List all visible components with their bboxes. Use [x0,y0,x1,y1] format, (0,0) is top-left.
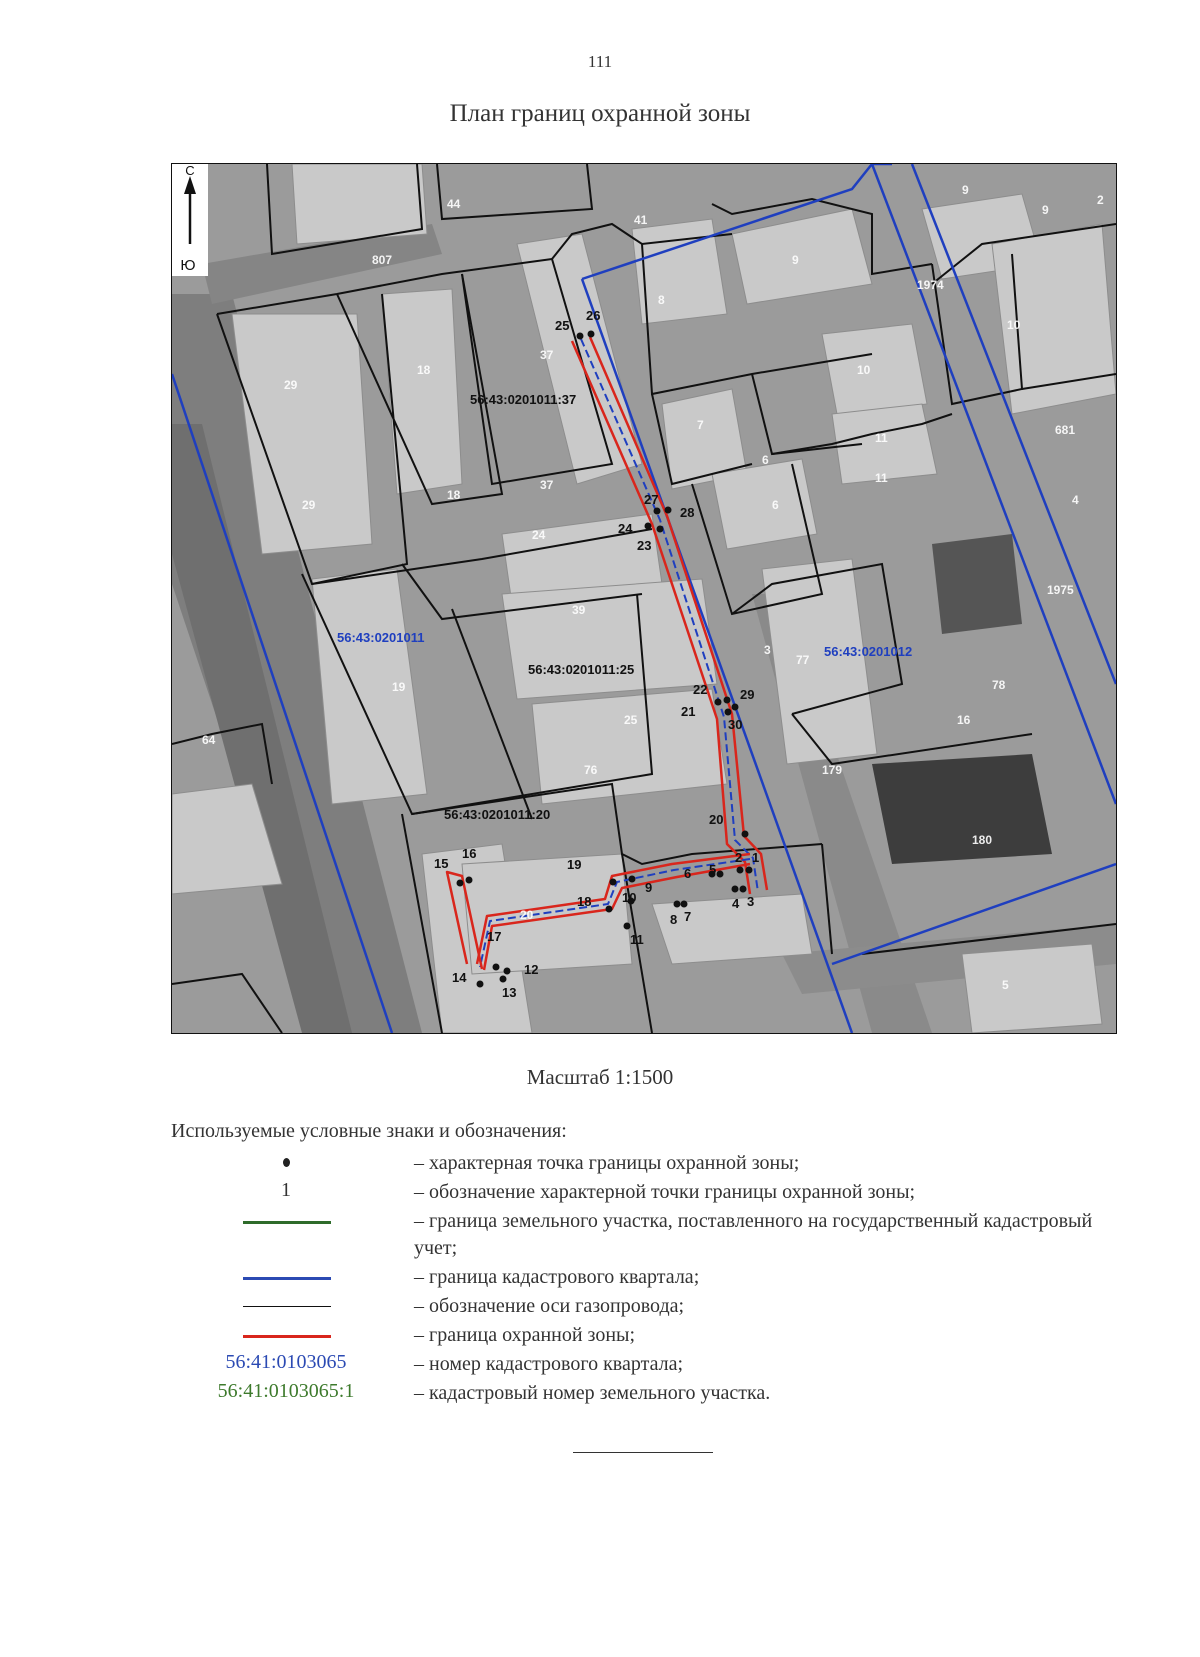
point-label: 26 [586,308,601,323]
legend-text: – граница земельного участка, поставленного на государственный кадастровый учет; [414,1210,1093,1259]
building-number: 2 [1097,193,1104,207]
point-label: 19 [567,857,582,872]
building-number: 3 [764,643,771,657]
point-label: 5 [709,862,717,877]
legend-text: – номер кадастрового квартала; [414,1353,684,1375]
point-label: 27 [644,492,659,507]
legend-item-point-number [171,1179,1131,1207]
building-number: 39 [572,603,586,617]
point-label: 20 [709,812,724,827]
building-number: 8 [658,293,665,307]
map-scale: Масштаб 1:1500 [526,1065,674,1089]
point-label: 15 [434,856,449,871]
compass-north-label: С [185,164,195,178]
building-number: 6 [772,498,779,512]
building-number: 9 [1042,203,1049,217]
building-number: 1975 [1047,583,1074,597]
legend-text: – обозначение оси газопровода; [414,1295,685,1317]
building-number: 180 [972,833,993,847]
point-label: 1 [752,850,760,865]
parcel-number-sample: 56:41:0103065:1 [217,1380,355,1402]
legend-text: – граница кадастрового квартала; [414,1266,700,1288]
bottom-rule [573,1452,713,1453]
building-number: 24 [532,528,546,542]
point-label: 6 [684,866,692,881]
building-number: 11 [875,431,888,445]
building-number: 37 [540,348,554,362]
red-line-icon [243,1335,331,1338]
point-label: 21 [681,704,696,719]
page-title: План границ охранной зоны [449,100,751,127]
point-label: 14 [452,970,467,985]
building-number: 77 [796,653,810,667]
point-label: 25 [555,318,570,333]
building-number: 76 [584,763,598,777]
point-label: 17 [487,929,502,944]
point-label: 24 [618,521,633,536]
building-number: 4 [1072,493,1079,507]
building-number: 18 [417,363,431,377]
building-number: 44 [447,197,461,211]
quarter-label: 56:43:0201011 [337,630,425,645]
point-label: 2 [735,850,743,865]
compass-south-label: Ю [180,257,196,274]
quarter-label: 56:43:0201012 [824,644,913,659]
legend-item-parcel-number [171,1380,1131,1408]
point-label: 23 [637,538,652,553]
green-line-icon [243,1221,331,1224]
point-label: 28 [680,505,695,520]
point-label: 8 [670,912,678,927]
building-number: 25 [624,713,638,727]
point-label: 18 [577,894,592,909]
legend-item-quarter-number [171,1351,1131,1379]
building-number: 41 [634,213,648,227]
building-number: 179 [822,763,843,777]
legend-item-quarter-boundary [171,1264,1131,1292]
parcel-label: 56:43:0201011:37 [470,392,577,407]
legend-item-zone-boundary [171,1322,1131,1350]
point-label: 4 [732,896,740,911]
point-label: 16 [462,846,477,861]
building-number: 19 [392,680,406,694]
building-number: 10 [857,363,871,377]
building-number: 29 [302,498,316,512]
point-label: 11 [630,932,644,947]
building-number: 18 [447,488,461,502]
legend-text: – кадастровый номер земельного участка. [414,1382,771,1404]
building-number: 7 [697,418,704,432]
point-label: 22 [693,682,708,697]
parcel-label: 56:43:0201011:25 [528,662,635,677]
building-number: 5 [1002,978,1009,992]
point-label: 29 [740,687,755,702]
legend-title: Используемые условные знаки и обозначения: [171,1120,567,1142]
legend-item-pipeline-axis [171,1293,1131,1321]
building-number: 11 [875,471,888,485]
building-number: 20 [520,908,534,922]
black-line-icon [243,1306,331,1307]
building-number: 807 [372,253,393,267]
building-number: 6 [762,453,769,467]
point-label: 3 [747,894,755,909]
point-label: 30 [728,717,743,732]
building-number: 29 [284,378,298,392]
point-number-sample: 1 [281,1179,291,1201]
point-dot-icon [171,1150,401,1173]
legend-item-point [171,1150,1131,1178]
building-number: 64 [202,733,216,747]
legend-text: – обозначение характерной точки границы охранной зоны; [414,1181,916,1203]
legend-text: – граница охранной зоны; [414,1324,636,1346]
point-label: 10 [622,890,637,905]
page-number: 111 [587,52,613,71]
building-number: 78 [992,678,1006,692]
building-number: 16 [957,713,971,727]
legend-text: – характерная точка границы охранной зоны; [414,1152,800,1174]
building-number: 1974 [917,278,944,292]
building-number: 9 [792,253,799,267]
cadastral-map [171,163,1117,1034]
building-number: 681 [1055,423,1076,437]
building-number: 9 [962,183,969,197]
point-label: 13 [502,985,517,1000]
point-label: 9 [645,880,653,895]
building-number: 10 [1007,318,1021,332]
legend-item-parcel-boundary [171,1208,1131,1264]
blue-line-icon [243,1277,331,1280]
parcel-label: 56:43:0201011:20 [444,807,551,822]
point-label: 12 [524,962,539,977]
point-label: 7 [684,909,692,924]
quarter-number-sample: 56:41:0103065 [225,1351,347,1373]
building-number: 37 [540,478,554,492]
